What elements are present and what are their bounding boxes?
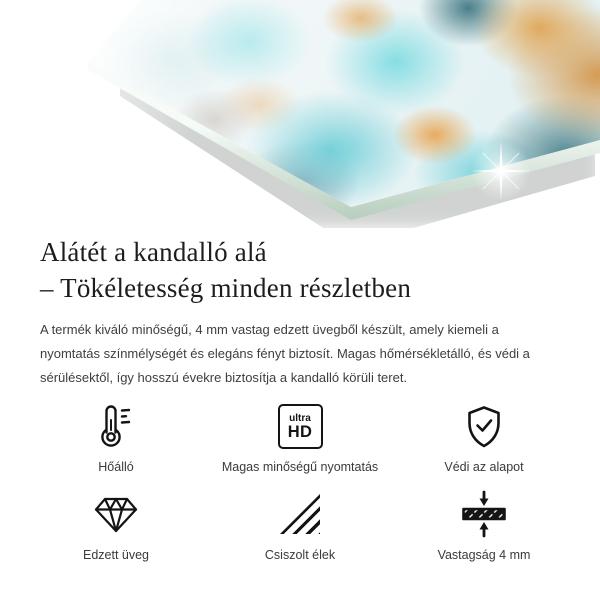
feature-label: Magas minőségű nyomtatás bbox=[221, 460, 379, 474]
thermometer-icon bbox=[94, 402, 138, 450]
sparkle-highlight bbox=[468, 138, 534, 204]
features-grid bbox=[0, 402, 600, 562]
shield-check-icon bbox=[462, 402, 506, 450]
product-photo bbox=[0, 0, 600, 228]
feature-label: Védi az alapot bbox=[444, 460, 524, 474]
thickness-icon bbox=[460, 490, 508, 538]
ultra-hd-text-bottom: HD bbox=[287, 422, 313, 441]
title-line-1: Alátét a kandalló alá bbox=[40, 237, 267, 267]
diamond-icon bbox=[92, 490, 140, 538]
ultra-hd-text-top: ultra bbox=[289, 412, 311, 424]
feature-protects-base bbox=[392, 402, 576, 474]
feature-label: Vastagság 4 mm bbox=[437, 548, 531, 562]
feature-print-quality bbox=[208, 402, 392, 474]
feature-label: Edzett üveg bbox=[82, 548, 149, 562]
feature-label: Csiszolt élek bbox=[264, 548, 336, 562]
polished-edges-icon bbox=[280, 490, 320, 538]
feature-tempered-glass bbox=[24, 490, 208, 562]
title-line-2: – Tökéletesség minden részletben bbox=[40, 273, 412, 303]
feature-label: Hőálló bbox=[98, 460, 134, 474]
ultra-hd-icon bbox=[278, 402, 323, 450]
product-description: A termék kiváló minőségű, 4 mm vastag edzett üvegből készült, amely kiemeli a nyomtatás színmélységét és elegáns fényt biztosít. Magas hőmérsékletálló, és védi a sérülésektől, így hosszú évekre biztosítja a kandalló körüli teret. bbox=[40, 322, 530, 385]
page-title bbox=[40, 234, 560, 306]
feature-heat-resistant bbox=[24, 402, 208, 474]
feature-thickness bbox=[392, 490, 576, 562]
feature-polished-edges bbox=[208, 490, 392, 562]
